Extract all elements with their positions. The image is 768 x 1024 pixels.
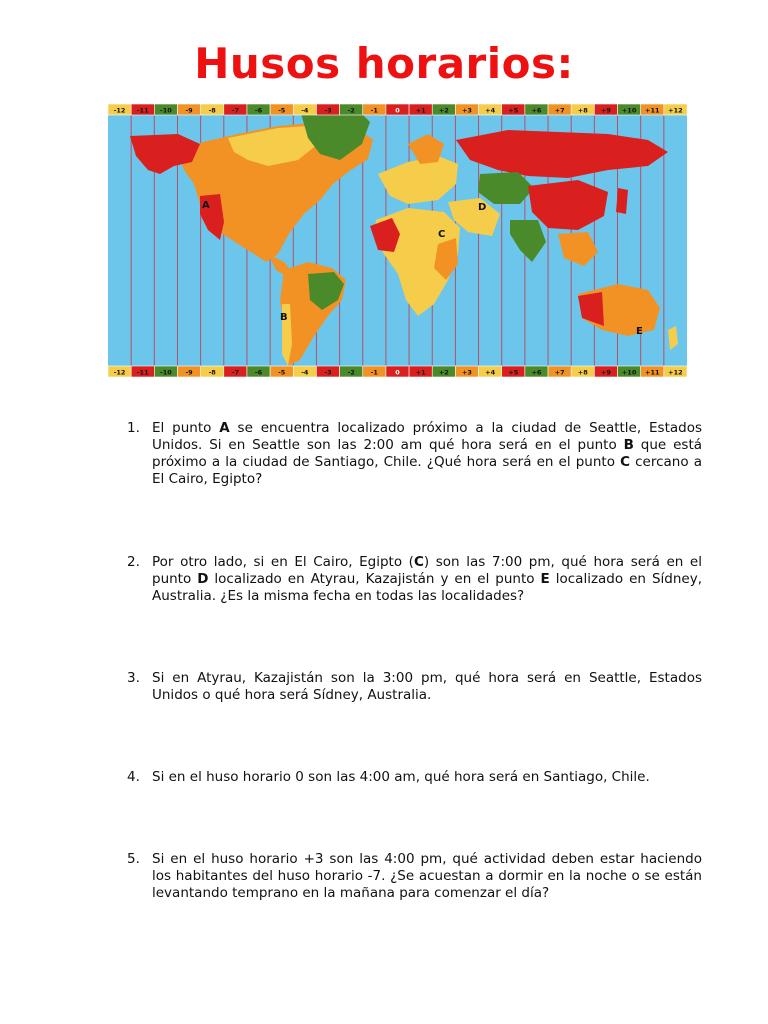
zone-label: -7 xyxy=(231,368,239,377)
question-number: 5. xyxy=(127,851,140,867)
zone-label: -4 xyxy=(301,106,309,115)
zone-label: +3 xyxy=(461,368,472,377)
zone-label: 0 xyxy=(395,368,400,377)
zone-label: -1 xyxy=(370,368,378,377)
zone-label: +4 xyxy=(485,368,496,377)
zone-label: -11 xyxy=(136,368,149,377)
zone-label: +2 xyxy=(438,106,449,115)
zone-bar-top xyxy=(108,104,687,115)
question-number: 3. xyxy=(127,670,140,686)
zone-label: -6 xyxy=(254,368,263,377)
world-map-image xyxy=(108,104,687,377)
zone-label: -6 xyxy=(254,106,263,115)
question-number: 2. xyxy=(127,554,140,570)
question-5 xyxy=(127,851,702,902)
zone-label: +9 xyxy=(600,106,611,115)
zone-label: -4 xyxy=(301,368,309,377)
zone-label: -9 xyxy=(185,106,193,115)
zone-label: +10 xyxy=(621,106,637,115)
zone-label: +12 xyxy=(668,106,683,115)
zone-label: +6 xyxy=(531,368,542,377)
question-4 xyxy=(127,769,702,786)
zone-label: -12 xyxy=(113,106,126,115)
japan xyxy=(616,188,628,214)
point-label-a: A xyxy=(202,200,210,211)
zone-label: -10 xyxy=(160,106,172,115)
zone-label: +1 xyxy=(415,368,426,377)
question-1 xyxy=(127,420,702,488)
zone-label: -12 xyxy=(113,368,126,377)
zone-label: +10 xyxy=(621,368,637,377)
zone-label: +12 xyxy=(668,368,683,377)
zone-label: +5 xyxy=(508,368,519,377)
zone-bar-bottom xyxy=(108,366,687,377)
zone-label: -3 xyxy=(324,368,332,377)
question-2 xyxy=(127,554,702,605)
point-label-d: D xyxy=(478,202,487,213)
zone-label: -7 xyxy=(231,106,239,115)
zone-label: +2 xyxy=(438,368,449,377)
question-number: 1. xyxy=(127,420,140,436)
zone-label: -2 xyxy=(347,368,355,377)
question-text: Si en Atyrau, Kazajistán son la 3:00 pm, qué hora será en Seattle, Estados Unidos o qué hora será Sídney, Australia. xyxy=(152,670,702,703)
question-text: Por otro lado, si en El Cairo, Egipto (C) son las 7:00 pm, qué hora será en el punto D localizado en Atyrau, Kazajistán y en el punto E localizado en Sídney, Australia. ¿Es la misma fecha en todas las localidades? xyxy=(152,554,702,604)
zone-label: -8 xyxy=(208,106,216,115)
question-number: 4. xyxy=(127,769,140,785)
question-3 xyxy=(127,670,702,704)
zone-label: +7 xyxy=(554,106,565,115)
zone-label: -9 xyxy=(185,368,193,377)
zone-label: +7 xyxy=(554,368,565,377)
zone-label: +1 xyxy=(415,106,426,115)
time-zone-map xyxy=(108,104,687,377)
zone-label: +8 xyxy=(577,106,588,115)
zone-label: -5 xyxy=(278,106,286,115)
point-label-c: C xyxy=(438,229,446,240)
point-label-b: B xyxy=(280,312,288,323)
zone-label: +6 xyxy=(531,106,542,115)
zone-label: -11 xyxy=(136,106,149,115)
zone-label: -2 xyxy=(347,106,355,115)
zone-label: -10 xyxy=(160,368,172,377)
zone-label: +8 xyxy=(577,368,588,377)
zone-label: +11 xyxy=(645,106,660,115)
zone-label: 0 xyxy=(395,106,400,115)
zone-label: -3 xyxy=(324,106,332,115)
zone-label: +5 xyxy=(508,106,519,115)
zone-label: +3 xyxy=(461,106,472,115)
question-text: Si en el huso horario 0 son las 4:00 am, qué hora será en Santiago, Chile. xyxy=(152,769,650,785)
zone-label: -5 xyxy=(278,368,286,377)
page-title: Husos horarios: xyxy=(194,39,574,88)
zone-label: -1 xyxy=(370,106,378,115)
zone-label: +11 xyxy=(645,368,660,377)
question-text: Si en el huso horario +3 son las 4:00 pm, qué actividad deben estar haciendo los habitantes del huso horario -7. ¿Se acuestan a dormir en la noche o se están levantando temprano en la mañana para comenzar el día? xyxy=(152,851,702,901)
zone-label: +9 xyxy=(600,368,611,377)
zone-label: +4 xyxy=(485,106,496,115)
point-label-e: E xyxy=(636,326,643,337)
zone-label: -8 xyxy=(208,368,216,377)
question-text: El punto A se encuentra localizado próximo a la ciudad de Seattle, Estados Unidos. Si en Seattle son las 2:00 am qué hora será en el punto B que está próximo a la ciudad de Santiago, Chile. ¿Qué hora será en el punto C cercano a El Cairo, Egipto? xyxy=(152,420,703,487)
